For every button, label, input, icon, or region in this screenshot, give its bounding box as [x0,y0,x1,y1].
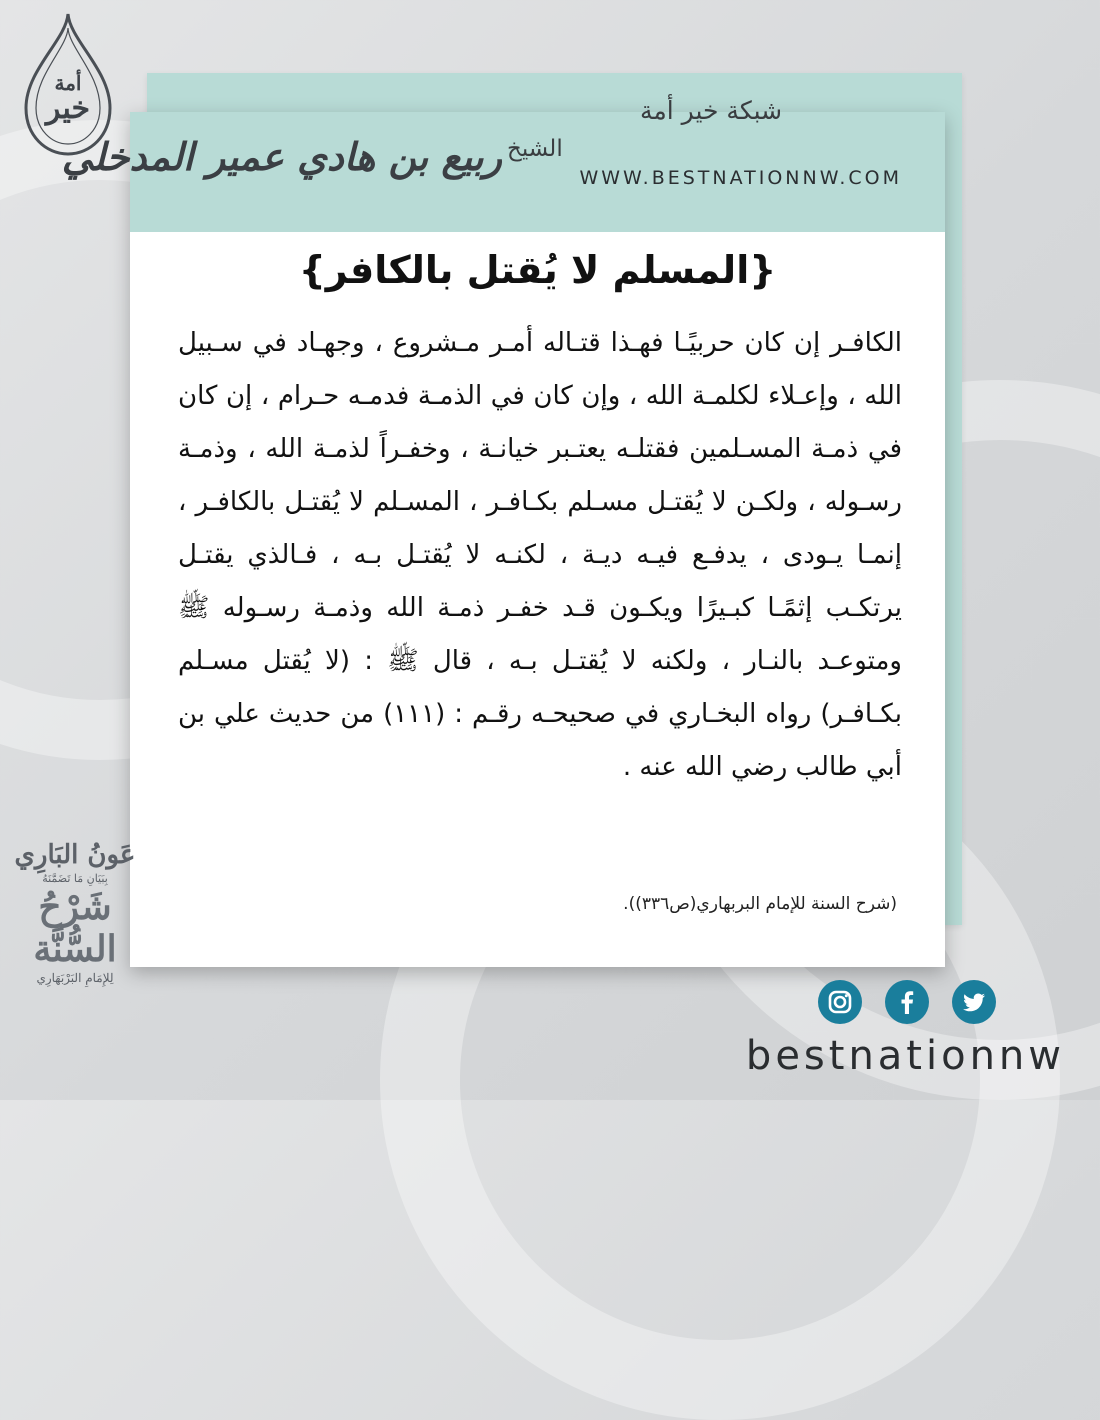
instagram-icon[interactable] [818,980,862,1024]
facebook-icon[interactable] [885,980,929,1024]
card-header [61,112,945,232]
twitter-icon[interactable] [952,980,996,1024]
book-logo-line: بِبَيَانِ مَا تَضَمَّنَهُ [42,872,108,885]
social-handle[interactable]: bestnationnw [745,1033,1065,1079]
book-logo-line: شَرْحُ السُّنَّة [33,886,117,970]
svg-text:أمة: أمة [54,71,82,95]
sheikh-name: ربيع بن هادي عمير المدخلي [61,134,502,179]
article-title: {المسلم لا يُقتل بالكافر} [298,248,777,292]
book-logo [10,840,140,1010]
svg-text:خير: خير [45,91,91,126]
book-logo-line: لِلإِمَامِ البَرْبَهَارِي [36,971,114,985]
sheikh-title: الشيخ [507,136,563,162]
network-name: شبكة خير أمة [640,96,783,125]
article-body: الكافـر إن كان حربيًـا فهـذا قتـاله أمـر مـشروع ، وجهـاد في سـبيل الله ، وإعـلاء لكلمـة الله ، وإن كان في الذمـة فدمـه حـرام ، إن كان في ذمـة المسـلمين فقتلـه يعتـبر خيانـة ، وخفـراً لذمـة الله ، وذمـة رسـوله ، ولكـن لا يُقتـل مسـلم بكـافـر ، المسـلم لا يُقتـل بالكافـر ، إنمـا يـودى ، يدفـع فيـه ديـة ، لكنـه لا يُقتـل بـه ، فـالذي يقتـل يرتكـب إثمًـا كبـيرًا ويكـون قـد خفـر ذمـة الله وذمـة رسـوله ﷺ ومتوعـد بالنـار ، ولكنه لا يُقتـل بـه ، قال ﷺ : (لا يُقتل مسـلم بكـافـر) رواه البخـاري في صحيحـه رقـم : (١١١) من حديث علي بن أبي طالب رضي الله عنه . [178,328,902,782]
website-url: WWW.BESTNATIONNW.COM [579,167,902,189]
article-source: (شرح السنة للإمام البربهاري(ص٣٣٦)). [623,894,897,914]
social-links [818,980,1018,1030]
book-logo-line: عَونُ البَارِي [14,840,136,870]
